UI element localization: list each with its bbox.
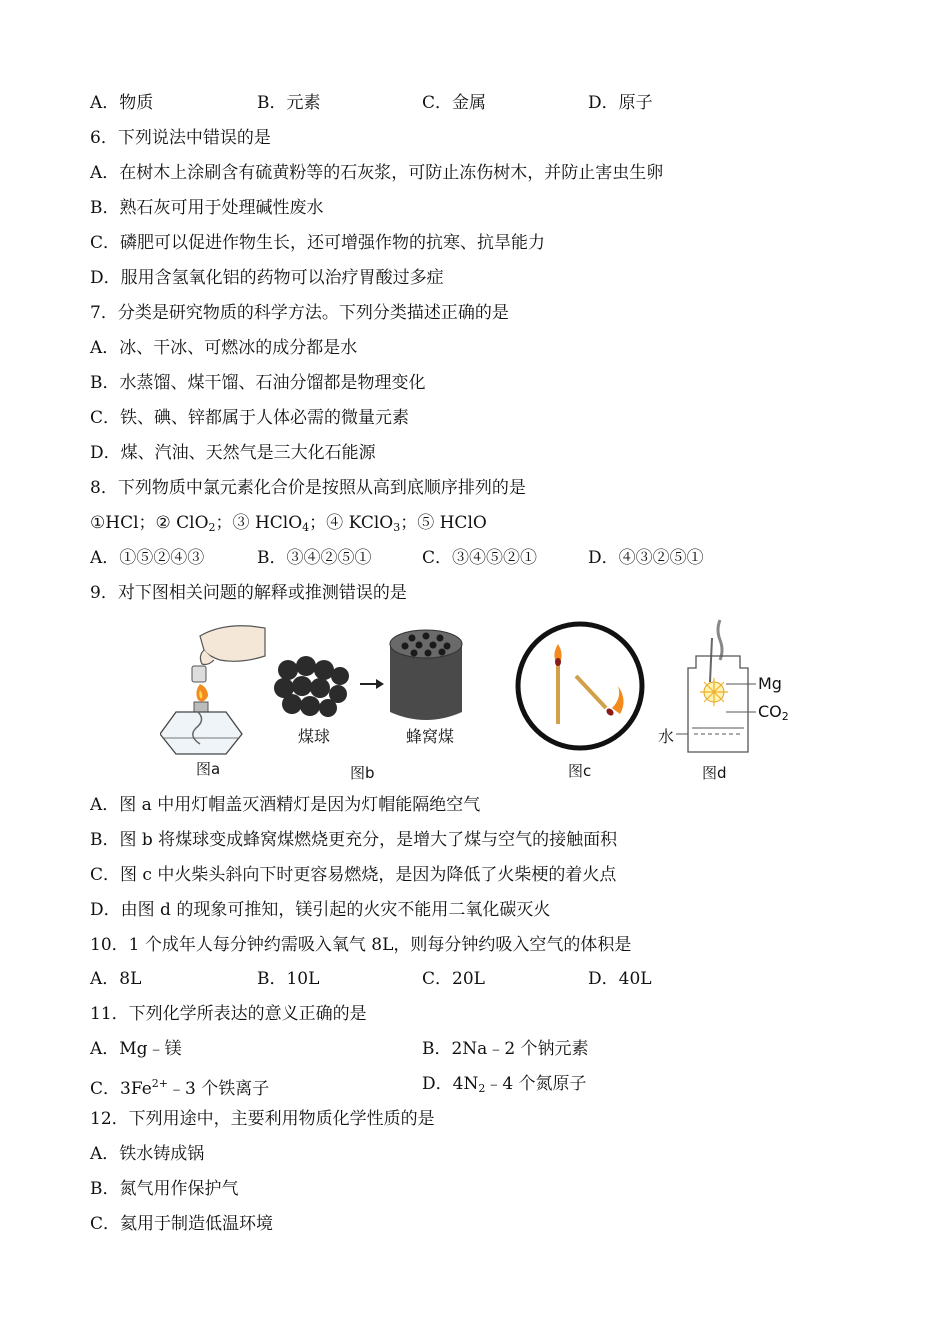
q8-substance-list: ①HCl；② ClO$_2$；③ HClO$_4$；④ KClO$_3$；⑤ HClO bbox=[90, 513, 487, 534]
q9-option-c: C．图 c 中火柴头斜向下时更容易燃烧，是因为降低了火柴梗的着火点 bbox=[90, 865, 617, 885]
q5-option-b: B．元素 bbox=[257, 93, 321, 113]
q9-option-b: B．图 b 将煤球变成蜂窝煤燃烧更充分，是增大了煤与空气的接触面积 bbox=[90, 830, 618, 850]
q6-stem: 6．下列说法中错误的是 bbox=[90, 128, 271, 148]
q9-stem: 9．对下图相关问题的解释或推测错误的是 bbox=[90, 583, 407, 603]
label-coal-ball: 煤球 bbox=[298, 727, 331, 746]
q8-stem: 8．下列物质中氯元素化合价是按照从高到底顺序排列的是 bbox=[90, 478, 526, 498]
label-honeycomb-briquette: 蜂窝煤 bbox=[406, 727, 455, 746]
q5-option-a: A．物质 bbox=[90, 93, 154, 113]
coal-balls-drawing bbox=[274, 656, 349, 717]
q9-figure bbox=[160, 616, 800, 784]
q8-option-d: D．④③②⑤① bbox=[588, 548, 704, 568]
q11-option-d: D．$4N_2﹣4$ 个氮原子 bbox=[422, 1074, 587, 1095]
label-water: 水 bbox=[658, 727, 675, 746]
q12-option-a: A．铁水铸成锅 bbox=[90, 1144, 205, 1164]
q5-option-c: C．金属 bbox=[422, 93, 487, 113]
q11-option-c: C．$3Fe^{2+}﹣3$ 个铁离子 bbox=[90, 1077, 270, 1099]
q10-stem: 10．1 个成年人每分钟约需吸入氧气 8L，则每分钟约吸入空气的体积是 bbox=[90, 935, 632, 955]
q10-option-d: D．40L bbox=[588, 969, 652, 989]
q11-option-a: A．Mg﹣镁 bbox=[90, 1039, 182, 1059]
q10-option-c: C．20L bbox=[422, 969, 485, 989]
q9-option-d: D．由图 d 的现象可推知，镁引起的火灾不能用二氧化碳灭火 bbox=[90, 900, 551, 920]
q10-option-a: A．8L bbox=[90, 969, 142, 989]
q7-option-a: A．冰、干冰、可燃冰的成分都是水 bbox=[90, 338, 358, 358]
q8-option-a: A．①⑤②④③ bbox=[90, 548, 205, 568]
q8-option-b: B．③④②⑤① bbox=[257, 548, 372, 568]
matches-drawing bbox=[518, 624, 642, 748]
q6-option-d: D．服用含氢氧化铝的药物可以治疗胃酸过多症 bbox=[90, 268, 444, 288]
caption-fig-d: 图d bbox=[702, 764, 727, 782]
honeycomb-briquette-drawing bbox=[390, 630, 462, 720]
q10-option-b: B．10L bbox=[257, 969, 320, 989]
q11-option-b: B．2Na﹣2 个钠元素 bbox=[422, 1039, 589, 1059]
q12-option-b: B．氮气用作保护气 bbox=[90, 1179, 239, 1199]
q12-stem: 12．下列用途中，主要利用物质化学性质的是 bbox=[90, 1109, 435, 1129]
q7-option-c: C．铁、碘、锌都属于人体必需的微量元素 bbox=[90, 408, 410, 428]
q6-option-a: A．在树木上涂刷含有硫黄粉等的石灰浆，可防止冻伤树木，并防止害虫生卵 bbox=[90, 163, 664, 183]
q5-option-d: D．原子 bbox=[588, 93, 653, 113]
q8-option-c: C．③④⑤②① bbox=[422, 548, 538, 568]
magnesium-jar-drawing bbox=[676, 620, 756, 752]
label-mg: Mg bbox=[758, 674, 782, 693]
q7-option-b: B．水蒸馏、煤干馏、石油分馏都是物理变化 bbox=[90, 373, 426, 393]
q7-stem: 7．分类是研究物质的科学方法。下列分类描述正确的是 bbox=[90, 303, 509, 323]
q7-option-d: D．煤、汽油、天然气是三大化石能源 bbox=[90, 443, 376, 463]
q11-stem: 11．下列化学所表达的意义正确的是 bbox=[90, 1004, 367, 1024]
q12-option-c: C．氦用于制造低温环境 bbox=[90, 1214, 274, 1234]
label-co2: $CO_2$ bbox=[758, 702, 789, 723]
q6-option-c: C．磷肥可以促进作物生长，还可增强作物的抗寒、抗旱能力 bbox=[90, 233, 546, 253]
caption-fig-c: 图c bbox=[568, 762, 592, 780]
caption-fig-a: 图a bbox=[196, 760, 221, 778]
caption-fig-b: 图b bbox=[350, 764, 375, 782]
q9-option-a: A．图 a 中用灯帽盖灭酒精灯是因为灯帽能隔绝空气 bbox=[90, 795, 481, 815]
alcohol-lamp-drawing bbox=[160, 626, 265, 754]
q6-option-b: B．熟石灰可用于处理碱性废水 bbox=[90, 198, 324, 218]
